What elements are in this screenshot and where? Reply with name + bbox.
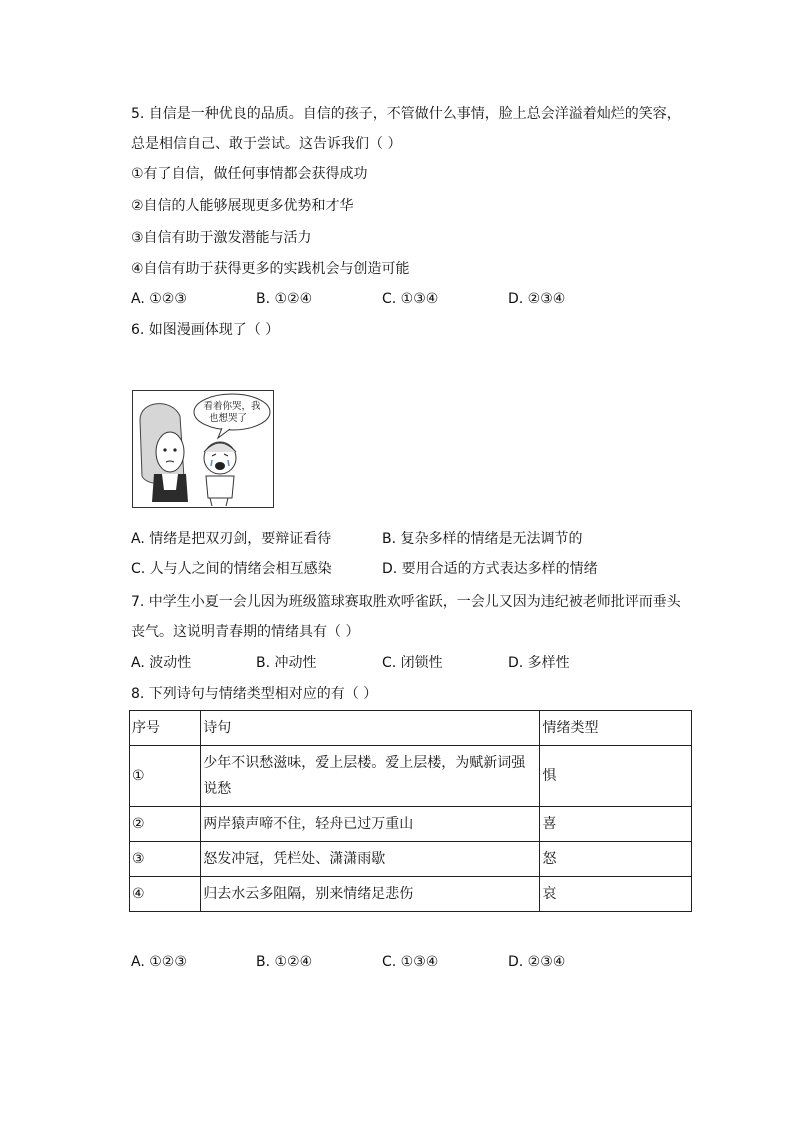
q6-option-c: C. 人与人之间的情绪会相互感染	[131, 561, 332, 577]
speech-bubble-line1: 看着你哭，我	[203, 401, 261, 412]
row-poem: 少年不识愁滋味，爱上层楼。爱上层楼，为赋新词强说愁	[201, 746, 540, 807]
q5-stem-line1: 5. 自信是一种优良的品质。自信的孩子，不管做什么事情，脸上总会洋溢着灿烂的笑容，	[131, 106, 681, 122]
row-emotion: 惧	[540, 746, 692, 807]
q8-stem: 8. 下列诗句与情绪类型相对应的有（ ）	[131, 686, 378, 702]
row-number: ④	[130, 877, 201, 912]
poem-emotion-table	[129, 710, 692, 912]
q6-option-d: D. 要用合适的方式表达多样的情绪	[382, 561, 598, 577]
q7-stem-line2: 丧气。这说明青春期的情绪具有（ ）	[131, 624, 360, 640]
row-emotion: 喜	[540, 807, 692, 842]
row-number: ③	[130, 842, 201, 877]
table-row	[130, 877, 692, 912]
row-poem: 怒发冲冠，凭栏处、潇潇雨歇	[201, 842, 540, 877]
q5-stem-line2: 总是相信自己、敢于尝试。这告诉我们（ ）	[131, 136, 402, 152]
table-row	[130, 746, 692, 807]
q5-option-c: C. ①③④	[382, 291, 439, 307]
q8-option-d: D. ②③④	[508, 954, 566, 970]
cartoon-drawing	[132, 390, 274, 508]
row-number: ①	[130, 746, 201, 807]
row-number: ②	[130, 807, 201, 842]
row-emotion: 怒	[540, 842, 692, 877]
q7-option-d: D. 多样性	[508, 655, 570, 671]
q7-stem-line1: 7. 中学生小夏一会儿因为班级篮球赛取胜欢呼雀跃，一会儿又因为违纪被老师批评而垂头	[131, 594, 681, 610]
header-cell-poem: 诗句	[201, 711, 540, 746]
q6-option-a: A. 情绪是把双刃剑，要辩证看待	[131, 531, 332, 547]
q6-stem: 6. 如图漫画体现了（ ）	[131, 322, 280, 338]
q8-option-c: C. ①③④	[382, 954, 439, 970]
q5-option-b: B. ①②④	[256, 291, 313, 307]
q5-item-4: ④自信有助于获得更多的实践机会与创造可能	[131, 261, 410, 277]
header-cell-emotion: 情绪类型	[540, 711, 692, 746]
table-row	[130, 842, 692, 877]
q5-option-a: A. ①②③	[131, 291, 187, 307]
q7-option-b: B. 冲动性	[256, 655, 317, 671]
row-poem: 归去水云多阻隔，别来情绪足悲伤	[201, 877, 540, 912]
q8-option-a: A. ①②③	[131, 954, 187, 970]
q8-option-b: B. ①②④	[256, 954, 313, 970]
q5-option-d: D. ②③④	[508, 291, 566, 307]
row-poem: 两岸猿声啼不住，轻舟已过万重山	[201, 807, 540, 842]
crying-cartoon-illustration	[132, 390, 274, 508]
table-row	[130, 807, 692, 842]
q7-option-c: C. 闭锁性	[382, 655, 443, 671]
header-cell-number: 序号	[130, 711, 201, 746]
speech-bubble-line2: 也想哭了	[208, 413, 248, 424]
q5-item-1: ①有了自信，做任何事情都会获得成功	[131, 166, 368, 182]
table-header-row	[130, 711, 692, 746]
q6-option-b: B. 复杂多样的情绪是无法调节的	[382, 531, 583, 547]
q5-item-3: ③自信有助于激发潜能与活力	[131, 230, 312, 246]
q7-option-a: A. 波动性	[131, 655, 192, 671]
q5-item-2: ②自信的人能够展现更多优势和才华	[131, 198, 354, 214]
row-emotion: 哀	[540, 877, 692, 912]
